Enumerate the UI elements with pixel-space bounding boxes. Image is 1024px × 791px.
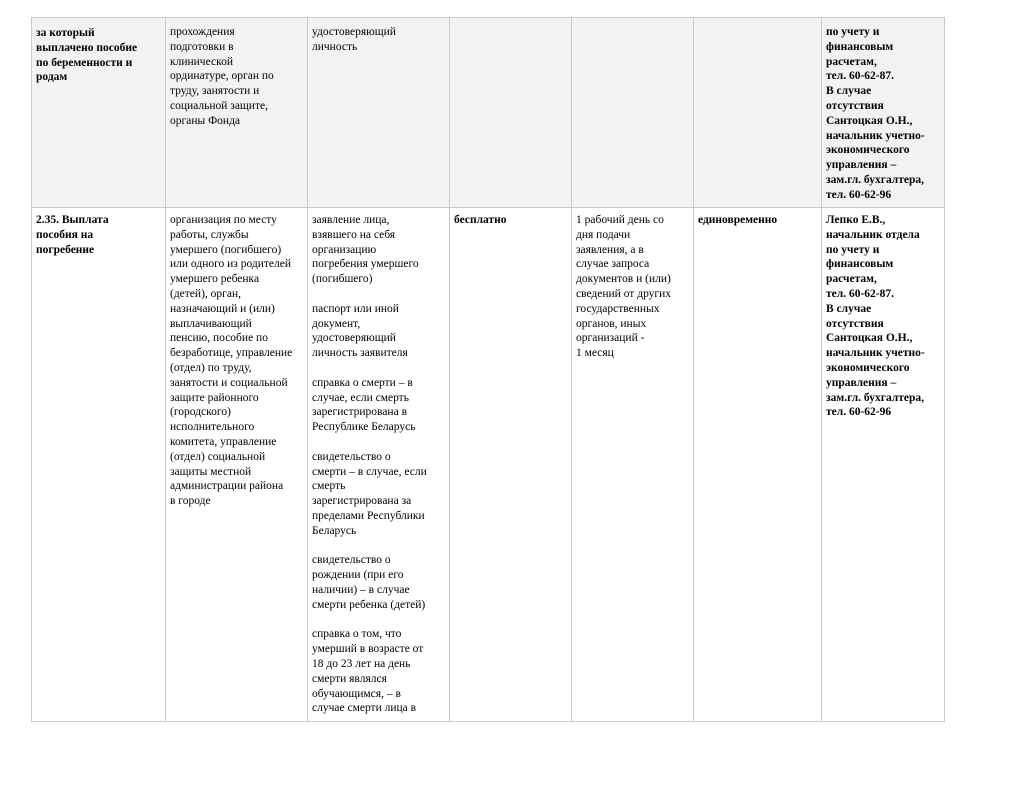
text-line: расчетам, bbox=[826, 55, 877, 68]
document-page bbox=[31, 17, 945, 722]
text-line: зарегистрирована за bbox=[312, 495, 412, 508]
text-line: паспорт или иной bbox=[312, 302, 399, 315]
text-line: начальник учетно- bbox=[826, 129, 925, 142]
text-line: смерти – в случае, если bbox=[312, 465, 427, 478]
text-line: смерти ребенка (детей) bbox=[312, 598, 426, 611]
text-line: администрации района bbox=[170, 480, 284, 493]
text-line: 18 до 23 лет на день bbox=[312, 657, 411, 670]
text-line: справка о том, что bbox=[312, 628, 402, 641]
text-line: по беременности и bbox=[36, 56, 133, 69]
text-line: случае, если смерть bbox=[312, 391, 409, 404]
text-line: пределами Республики bbox=[312, 509, 425, 522]
cell-documents bbox=[308, 18, 450, 208]
text-line: обучающимся, – в bbox=[312, 687, 401, 700]
text-line: тел. 60-62-87. bbox=[826, 287, 894, 300]
cell-validity bbox=[694, 18, 822, 208]
text-line: удостоверяющий bbox=[312, 26, 396, 38]
text-line: занятости и социальной bbox=[170, 376, 288, 389]
table-row bbox=[32, 208, 945, 722]
text-line: подготовки в bbox=[170, 40, 234, 53]
cell-validity bbox=[694, 208, 822, 722]
text-line: Сантоцкая О.Н., bbox=[826, 114, 913, 127]
text-line: зам.гл. бухгалтера, bbox=[826, 391, 925, 404]
cell-responsible bbox=[822, 208, 945, 722]
text-line: личность заявителя bbox=[312, 347, 408, 360]
text-line: (отдел) социальной bbox=[170, 450, 266, 463]
text-line: В случае bbox=[826, 85, 872, 98]
document-item bbox=[312, 450, 446, 539]
text-line: Сантоцкая О.Н., bbox=[826, 332, 913, 345]
text-line: за который bbox=[36, 27, 95, 39]
text-line: социальной защите, bbox=[170, 99, 268, 112]
text-line: удостоверяющий bbox=[312, 332, 396, 345]
text-line: в городе bbox=[170, 495, 211, 508]
text-line: случае запроса bbox=[576, 258, 650, 271]
text-line: организацию bbox=[312, 243, 377, 256]
text-line: Лепко Е.В., bbox=[826, 214, 886, 226]
text-line: комитета, управление bbox=[170, 435, 277, 448]
cell-fee bbox=[450, 18, 572, 208]
text-line: начальник отдела bbox=[826, 228, 920, 241]
text-line: (отдел) по труду, bbox=[170, 361, 252, 374]
text-line: пенсию, пособие по bbox=[170, 332, 268, 345]
text-line: Беларусь bbox=[312, 524, 357, 537]
text-line: бесплатно bbox=[454, 214, 507, 226]
text-line: расчетам, bbox=[826, 273, 877, 286]
cell-organizations bbox=[166, 18, 308, 208]
text-line: 1 месяц bbox=[576, 347, 614, 360]
text-line: управления – bbox=[826, 376, 897, 389]
text-line: по учету и bbox=[826, 26, 880, 38]
text-line: взявшего на себя bbox=[312, 228, 396, 241]
text-line: работы, службы bbox=[170, 228, 249, 241]
text-line: организация по месту bbox=[170, 214, 277, 226]
text-line: (погибшего) bbox=[312, 273, 373, 286]
text-line: безработице, управление bbox=[170, 347, 293, 360]
text-line: умерший в возрасте от bbox=[312, 643, 424, 656]
text-line: заявления, а в bbox=[576, 243, 644, 256]
document-item bbox=[312, 376, 446, 435]
text-line: тел. 60-62-87. bbox=[826, 70, 894, 83]
text-line: назначающий и (или) bbox=[170, 302, 275, 315]
cell-responsible bbox=[822, 18, 945, 208]
text-line: прохождения bbox=[170, 26, 235, 38]
text-line: государственных bbox=[576, 302, 660, 315]
text-line: отсутствия bbox=[826, 99, 884, 112]
text-line: заявление лица, bbox=[312, 214, 390, 226]
text-line: клинической bbox=[170, 55, 233, 68]
procedures-table bbox=[31, 17, 945, 722]
text-line: свидетельство о bbox=[312, 450, 391, 463]
text-line: рождении (при его bbox=[312, 569, 404, 582]
text-line: В случае bbox=[826, 302, 872, 315]
text-line: пособия на bbox=[36, 228, 94, 241]
text-line: единовременно bbox=[698, 214, 778, 226]
text-line: справка о смерти – в bbox=[312, 376, 413, 389]
cell-term bbox=[572, 18, 694, 208]
text-line: 2.35. Выплата bbox=[36, 214, 109, 226]
text-line: финансовым bbox=[826, 258, 894, 271]
text-line: организаций - bbox=[576, 332, 645, 345]
text-line: зам.гл. бухгалтера, bbox=[826, 173, 925, 186]
text-line: документ, bbox=[312, 317, 361, 330]
text-line: труду, занятости и bbox=[170, 85, 260, 98]
text-line: личность bbox=[312, 40, 358, 53]
text-line: свидетельство о bbox=[312, 554, 391, 567]
cell-term bbox=[572, 208, 694, 722]
cell-fee bbox=[450, 208, 572, 722]
cell-procedure-name bbox=[32, 18, 166, 208]
cell-documents bbox=[308, 208, 450, 722]
document-item bbox=[312, 553, 446, 612]
text-line: смерть bbox=[312, 480, 346, 493]
text-line: отсутствия bbox=[826, 317, 884, 330]
text-line: сведений от других bbox=[576, 287, 672, 300]
text-line: погребения умершего bbox=[312, 258, 419, 271]
document-item bbox=[312, 213, 446, 287]
text-line: выплачено пособие bbox=[36, 41, 138, 54]
text-line: тел. 60-62-96 bbox=[826, 188, 892, 201]
text-line: финансовым bbox=[826, 40, 894, 53]
text-line: органов, иных bbox=[576, 317, 647, 330]
text-line: умершего ребенка bbox=[170, 273, 260, 286]
cell-procedure-name bbox=[32, 208, 166, 722]
document-item bbox=[312, 627, 446, 716]
text-line: документов и (или) bbox=[576, 273, 671, 286]
text-line: наличии) – в случае bbox=[312, 583, 410, 596]
text-line: 1 рабочий день со bbox=[576, 214, 664, 226]
text-line: органы Фонда bbox=[170, 114, 241, 127]
text-line: или одного из родителей bbox=[170, 258, 292, 271]
text-line: зарегистрирована в bbox=[312, 406, 407, 419]
table-row bbox=[32, 18, 945, 208]
text-line: исполнительного bbox=[170, 421, 255, 434]
document-item bbox=[312, 302, 446, 361]
text-line: Республике Беларусь bbox=[312, 421, 416, 434]
text-line: экономического bbox=[826, 361, 910, 374]
text-line: выплачивающий bbox=[170, 317, 252, 330]
text-line: случае смерти лица в bbox=[312, 702, 417, 715]
text-line: погребение bbox=[36, 243, 95, 256]
text-line: экономического bbox=[826, 144, 910, 157]
text-line: управления – bbox=[826, 159, 897, 172]
text-line: по учету и bbox=[826, 243, 880, 256]
text-line: (городского) bbox=[170, 406, 231, 419]
text-line: ординатуре, орган по bbox=[170, 70, 274, 83]
text-line: дня подачи bbox=[576, 228, 631, 241]
text-line: родам bbox=[36, 71, 68, 84]
cell-organizations bbox=[166, 208, 308, 722]
text-line: начальник учетно- bbox=[826, 347, 925, 360]
text-line: защите районного bbox=[170, 391, 259, 404]
text-line: смерти являлся bbox=[312, 672, 387, 685]
text-line: защиты местной bbox=[170, 465, 252, 478]
text-line: (детей), орган, bbox=[170, 287, 241, 300]
text-line: умершего (погибшего) bbox=[170, 243, 282, 256]
text-line: тел. 60-62-96 bbox=[826, 406, 892, 419]
